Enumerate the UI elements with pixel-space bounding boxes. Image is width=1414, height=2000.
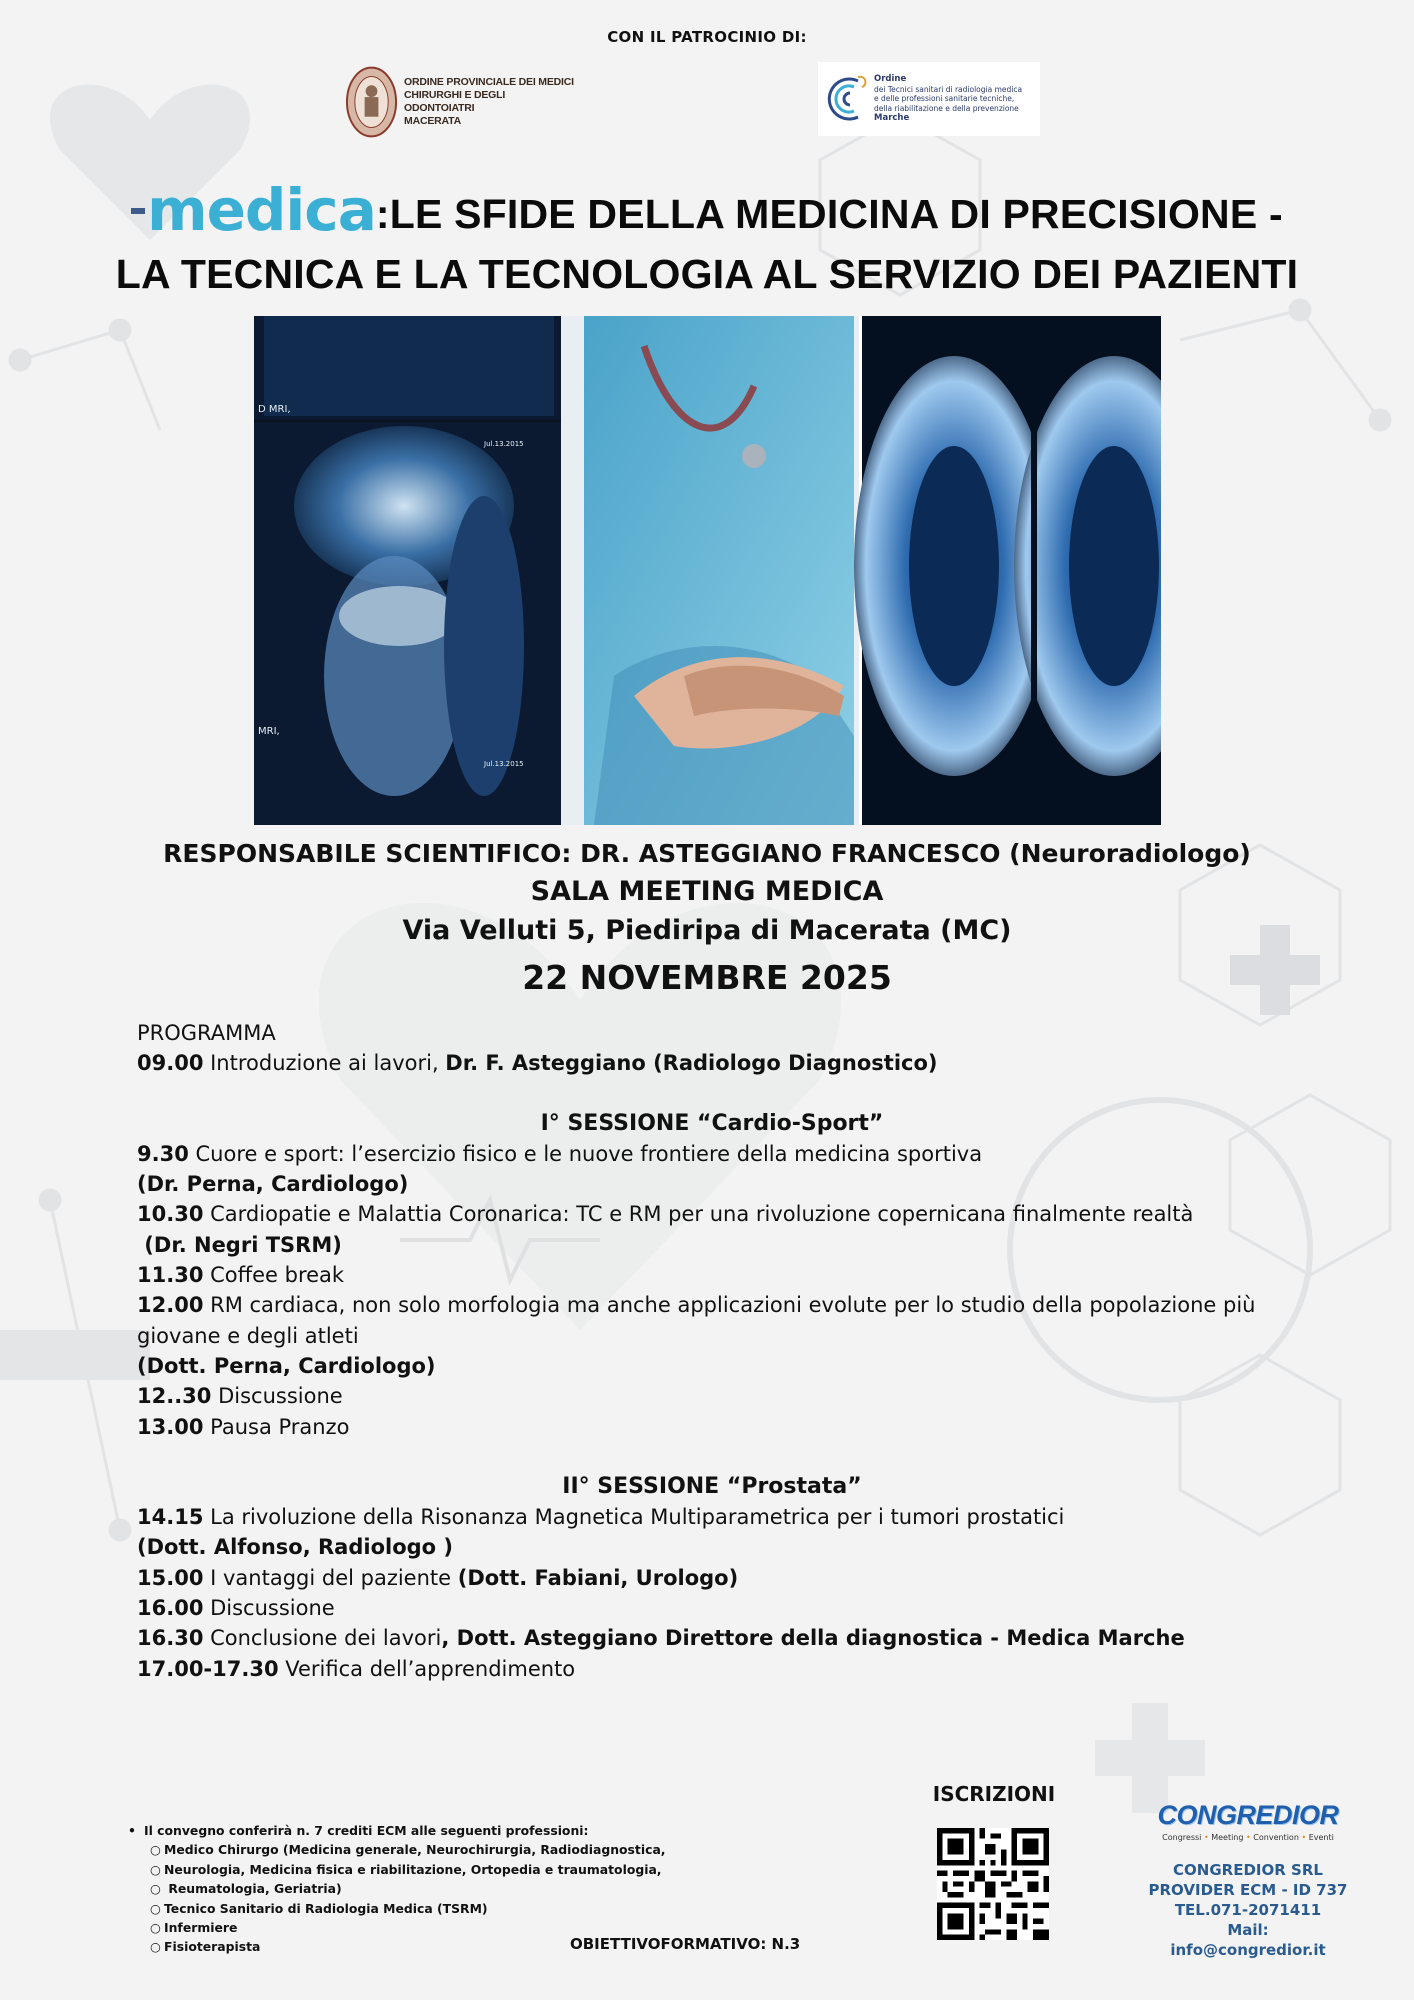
item-text: RM cardiaca, non solo morfologia ma anche applicazioni evolute per lo studio della popolazione più giovane e degli atleti: [137, 1293, 1256, 1348]
program-item: [137, 1412, 1287, 1442]
circle-bullet-icon: ○: [150, 1881, 161, 1897]
event-date: 22 NOVEMBRE 2025: [522, 958, 892, 997]
program-item: [137, 1351, 1287, 1381]
tsrm-symbol-icon: [818, 69, 870, 129]
mri-label-bottom: MRI,: [258, 726, 280, 737]
venue-address: Via Velluti 5, Piediripa di Macerata (MC): [402, 915, 1012, 946]
provider-ecm-id: PROVIDER ECM - ID 737: [1148, 1881, 1348, 1899]
item-text: Pausa Pranzo: [203, 1414, 350, 1439]
program-item: [137, 1593, 1287, 1623]
session-1-items: [137, 1139, 1287, 1442]
bullet-icon: •: [128, 1823, 136, 1838]
congredior-tagline: Congressi • Meeting • Convention • Eventi: [1162, 1833, 1334, 1842]
ordine-line-3: MACERATA: [404, 115, 461, 127]
ecm-profession: Fisioterapista: [164, 1939, 261, 1955]
medica-brand: [131, 176, 376, 244]
session-2-items: [137, 1502, 1287, 1684]
patronage-label: CON IL PATROCINIO DI:: [607, 28, 807, 46]
program-item: [137, 1563, 1287, 1593]
training-objective: OBIETTIVOFORMATIVO: N.3: [570, 1935, 801, 1953]
congredior-logo: CONGREDIOR: [1157, 1800, 1339, 1830]
program-item: [137, 1290, 1287, 1351]
provider-phone[interactable]: TEL.071-2071411: [1174, 1901, 1322, 1919]
item-speaker: (Dott. Perna, Cardiologo): [137, 1353, 436, 1378]
item-time: 16.00: [137, 1596, 204, 1621]
brand-text: medica: [147, 176, 376, 244]
item-text: La rivoluzione della Risonanza Magnetica Multiparametrica per i tumori prostatici: [203, 1505, 1065, 1530]
ecm-profession: Infermiere: [164, 1920, 238, 1936]
provider-block: [1148, 1800, 1348, 1960]
tsrm-region: Marche: [874, 113, 910, 124]
item-text: Discussione: [211, 1384, 343, 1409]
event-title: [0, 178, 1414, 304]
circle-bullet-icon: ○: [150, 1900, 161, 1916]
title-line-1: :LE SFIDE DELLA MEDICINA DI PRECISIONE -: [375, 191, 1283, 237]
circle-bullet-icon: ○: [150, 1842, 161, 1858]
ecm-profession: Neurologia, Medicina fisica e riabilitazione, Ortopedia e traumatologia,: [164, 1861, 662, 1877]
event-info: [0, 836, 1414, 1004]
program-heading: PROGRAMMA: [137, 1021, 276, 1045]
tsrm-line-3: della riabilitazione e della prevenzione: [874, 103, 1019, 113]
item-time: 9.30: [137, 1141, 189, 1166]
program-item: [137, 1532, 1287, 1562]
program-item: [137, 1502, 1287, 1532]
tagline-item: Congressi: [1162, 1833, 1202, 1842]
item-text: I vantaggi del paziente: [203, 1565, 458, 1590]
tsrm-line-2: e delle professioni sanitarie tecniche,: [874, 94, 1015, 104]
mri-label-top: D MRI,: [258, 404, 291, 415]
item-speaker: (Dott. Fabiani, Urologo): [457, 1565, 739, 1590]
program-item: [137, 1048, 1287, 1078]
provider-mail[interactable]: Mail: info@congredior.it: [1170, 1921, 1326, 1959]
item-time: 16.30: [137, 1626, 204, 1651]
seal-icon: [345, 65, 398, 139]
program-item: [137, 1139, 1287, 1169]
item-time: 12..30: [137, 1384, 212, 1409]
item-text: Coffee break: [203, 1263, 345, 1288]
mri-date-bottom: Jul.13.2015: [484, 760, 524, 768]
circle-bullet-icon: ○: [150, 1861, 161, 1877]
provider-name: CONGREDIOR SRL: [1173, 1861, 1323, 1879]
circle-bullet-icon: ○: [150, 1939, 161, 1955]
tsrm-title: Ordine: [874, 74, 907, 85]
item-text: Conclusione dei lavori: [203, 1626, 442, 1651]
item-time: 14.15: [137, 1505, 204, 1530]
item-text: Cardiopatie e Malattia Coronarica: TC e RM per una rivoluzione copernicana finalmente realtà: [203, 1202, 1194, 1227]
ordine-medici-logo: [345, 62, 575, 142]
session-1-title: I° SESSIONE “Cardio-Sport”: [540, 1110, 884, 1136]
tsrm-line-1: dei Tecnici sanitari di radiologia medica: [874, 84, 1023, 94]
scientific-director: RESPONSABILE SCIENTIFICO: DR. ASTEGGIANO FRANCESCO (Neuroradiologo): [163, 839, 1251, 868]
ordine-tsrm-logo: [818, 62, 1040, 136]
item-text: Cuore e sport: l’esercizio fisico e le nuove frontiere della medicina sportiva: [188, 1141, 983, 1166]
venue-name: SALA MEETING MEDICA: [530, 876, 884, 907]
mri-date-top: Jul.13.2015: [484, 440, 524, 448]
ecm-profession: Tecnico Sanitario di Radiologia Medica (TSRM): [164, 1900, 488, 1916]
ecm-profession: Medico Chirurgo (Medicina generale, Neurochirurgia, Radiodiagnostica,: [164, 1842, 666, 1858]
item-speaker: (Dr. Perna, Cardiologo): [137, 1172, 409, 1197]
program-item: [137, 1260, 1287, 1290]
item-text: Introduzione ai lavori,: [203, 1051, 446, 1076]
program: [137, 1018, 1287, 1684]
program-item: [137, 1623, 1287, 1653]
item-speaker: Dr. F. Asteggiano (Radiologo Diagnostico): [445, 1051, 938, 1076]
item-speaker: , Dott. Asteggiano Direttore della diagnostica - Medica Marche: [441, 1626, 1185, 1651]
brand-dash-icon: [131, 208, 145, 214]
item-time: 17.00-17.30: [137, 1656, 279, 1681]
program-item: [137, 1199, 1287, 1229]
item-text: Verifica dell’apprendimento: [278, 1656, 576, 1681]
tagline-item: Convention: [1253, 1833, 1299, 1842]
registration-qr-code[interactable]: [937, 1828, 1049, 1940]
item-time: 15.00: [137, 1565, 204, 1590]
ecm-intro: Il convegno conferirà n. 7 crediti ECM alle seguenti professioni:: [144, 1823, 589, 1838]
registration-label: ISCRIZIONI: [932, 1782, 1056, 1806]
hero-image: [254, 316, 1161, 825]
ordine-line-1: ORDINE PROVINCIALE DEI MEDICI: [404, 76, 574, 88]
tagline-item: Meeting: [1211, 1833, 1244, 1842]
item-time: 09.00: [137, 1051, 204, 1076]
program-item: [137, 1654, 1287, 1684]
session-2-title: II° SESSIONE “Prostata”: [562, 1473, 862, 1499]
item-time: 13.00: [137, 1414, 204, 1439]
program-item: [137, 1169, 1287, 1199]
program-item: [137, 1381, 1287, 1411]
title-line-2: LA TECNICA E LA TECNOLOGIA AL SERVIZIO DEI PAZIENTI: [115, 251, 1299, 297]
ecm-profession: Reumatologia, Geriatria): [164, 1881, 342, 1897]
item-text: Discussione: [203, 1596, 335, 1621]
item-speaker: (Dr. Negri TSRM): [137, 1232, 342, 1257]
item-time: 12.00: [137, 1293, 204, 1318]
item-speaker: (Dott. Alfonso, Radiologo ): [137, 1535, 453, 1560]
ordine-line-2: CHIRURGHI E DEGLI ODONTOIATRI: [404, 89, 506, 114]
hero-collage: [254, 316, 1161, 825]
item-time: 10.30: [137, 1202, 204, 1227]
circle-bullet-icon: ○: [150, 1920, 161, 1936]
program-item: [137, 1230, 1287, 1260]
tagline-item: Eventi: [1308, 1833, 1334, 1842]
item-time: 11.30: [137, 1263, 204, 1288]
